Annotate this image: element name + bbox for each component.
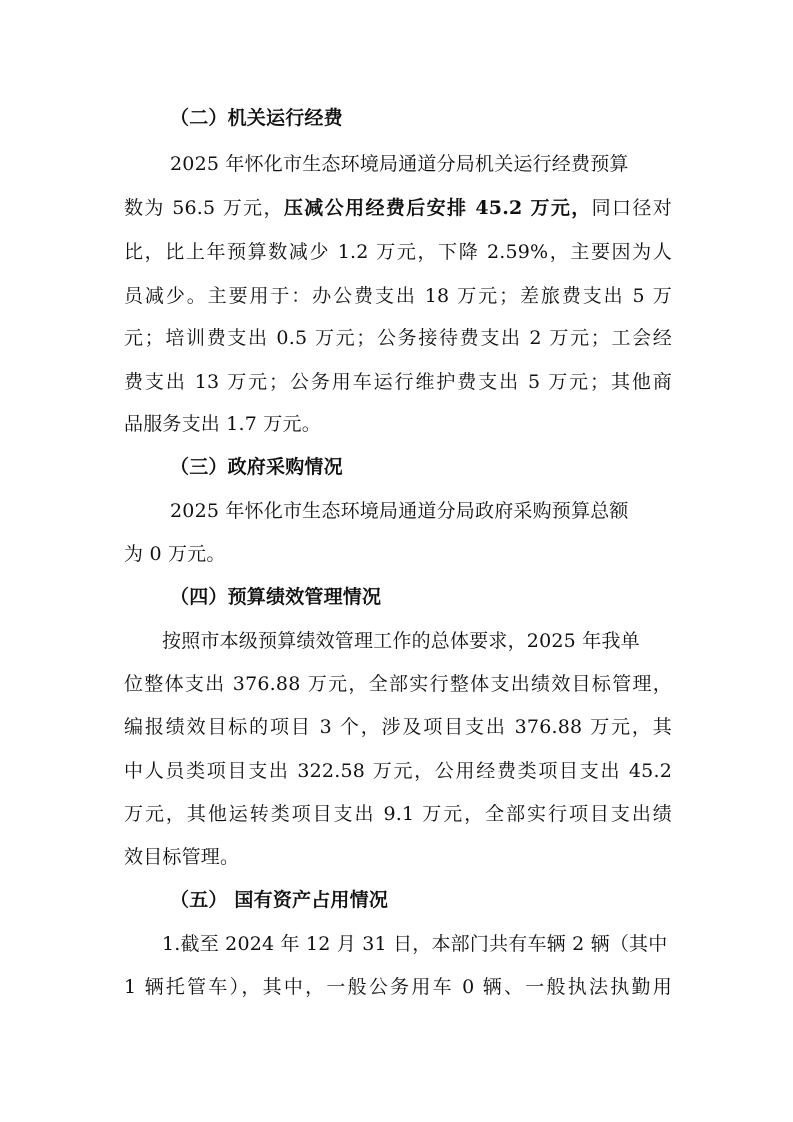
- section-heading-performance-management: （四）预算绩效管理情况: [170, 586, 382, 608]
- paragraph-line: 1 辆托管车），其中，一般公务用车 0 辆、一般执法执勤用: [124, 976, 672, 998]
- paragraph-line: 2025 年怀化市生态环境局通道分局政府采购预算总额: [170, 500, 629, 522]
- paragraph-line: 员减少。主要用于：办公费支出 18 万元；差旅费支出 5 万: [124, 285, 672, 307]
- paragraph-line: 元；培训费支出 0.5 万元；公务接待费支出 2 万元；工会经: [124, 327, 672, 349]
- paragraph-line: 比，比上年预算数减少 1.2 万元，下降 2.59%，主要因为人: [124, 241, 672, 263]
- paragraph-line: 费支出 13 万元；公务用车运行维护费支出 5 万元；其他商: [124, 371, 672, 393]
- paragraph-line: 编报绩效目标的项目 3 个，涉及项目支出 376.88 万元，其: [124, 716, 672, 738]
- paragraph-line: 万元，其他运转类项目支出 9.1 万元，全部实行项目支出绩: [124, 803, 672, 825]
- bold-text-span: 压减公用经费后安排 45.2 万元，: [283, 197, 592, 219]
- paragraph-line: 2025 年怀化市生态环境局通道分局机关运行经费预算: [170, 153, 629, 175]
- paragraph-line: 中人员类项目支出 322.58 万元，公用经费类项目支出 45.2: [124, 760, 672, 782]
- paragraph-line: 为 0 万元。: [124, 543, 226, 565]
- paragraph-line: 位整体支出 376.88 万元，全部实行整体支出绩效目标管理，: [124, 673, 672, 695]
- section-heading-operating-expenses: （二）机关运行经费: [170, 107, 343, 129]
- section-heading-state-assets: （五） 国有资产占用情况: [170, 889, 389, 911]
- paragraph-line: 效目标管理。: [124, 846, 240, 868]
- paragraph-line: 品服务支出 1.7 万元。: [124, 413, 321, 435]
- text-span: 数为 56.5 万元，: [124, 197, 284, 219]
- paragraph-line: [124, 196, 672, 220]
- section-heading-government-procurement: （三）政府采购情况: [170, 456, 343, 478]
- text-span: 同口径对: [591, 197, 673, 219]
- paragraph-line: 1.截至 2024 年 12 月 31 日，本部门共有车辆 2 辆（其中: [162, 933, 668, 955]
- paragraph-line: 按照市本级预算绩效管理工作的总体要求，2025 年我单: [162, 630, 640, 652]
